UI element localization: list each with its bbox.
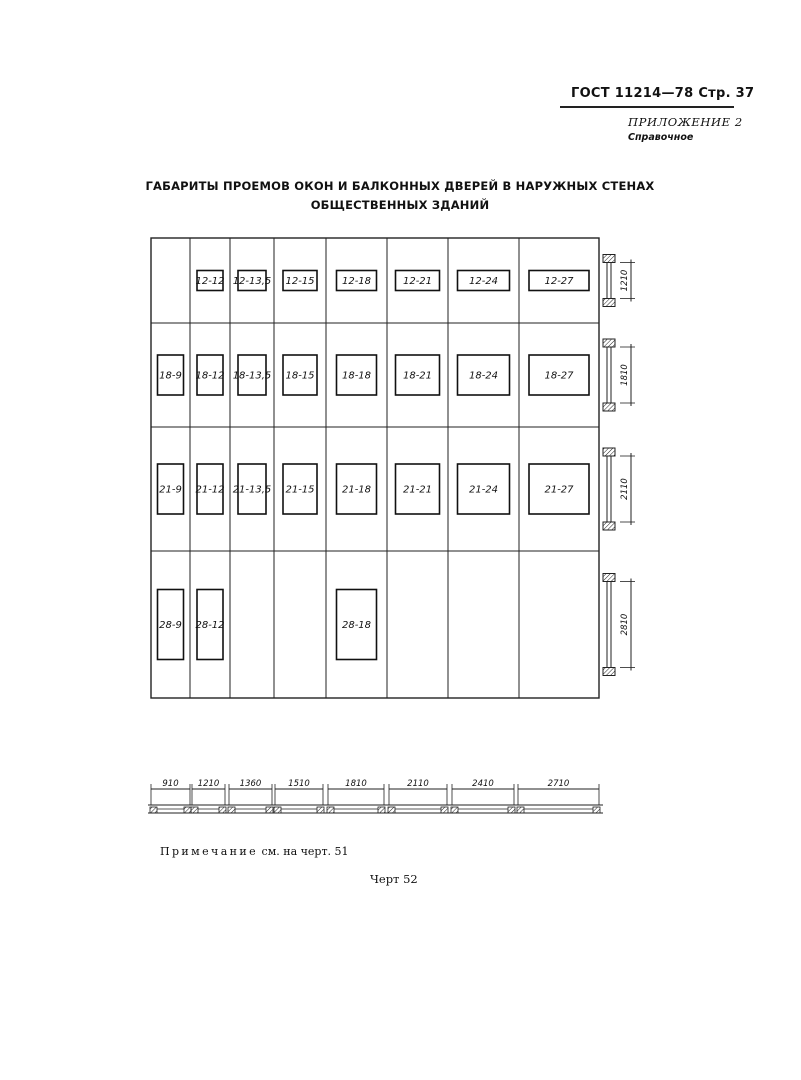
opening-cell (195, 355, 224, 395)
jamb-hatch-left (388, 807, 395, 813)
jamb-hatch-right (184, 807, 191, 813)
opening-label: 18-13,5 (232, 370, 272, 382)
lintel-hatch (603, 448, 615, 456)
jamb-hatch-right (266, 807, 273, 813)
appendix-label: ПРИЛОЖЕНИЕ 2 (628, 115, 743, 129)
sill-hatch (603, 299, 615, 307)
opening-label: 12-24 (468, 276, 499, 287)
jamb-hatch-right (378, 807, 385, 813)
opening-cell (283, 464, 317, 514)
opening-label: 18-27 (544, 370, 574, 382)
opening-label: 18-12 (195, 370, 225, 382)
jamb-hatch-right (508, 807, 515, 813)
width-label: 2410 (472, 779, 494, 789)
height-section (603, 448, 635, 530)
width-segment (228, 779, 273, 813)
opening-cell (529, 464, 589, 514)
opening-cell (337, 271, 377, 291)
opening-label: 12-21 (402, 276, 433, 287)
width-dimension-strip (148, 779, 603, 813)
opening-label: 12-15 (285, 276, 315, 287)
jamb-hatch-left (451, 807, 458, 813)
width-label: 910 (162, 779, 179, 789)
opening-cell (337, 355, 377, 395)
opening-cell (158, 355, 184, 395)
width-segment (191, 779, 226, 813)
opening-label: 28-9 (159, 620, 182, 631)
width-segment (517, 779, 600, 813)
opening-cell (396, 355, 440, 395)
width-label: 2110 (407, 779, 429, 789)
opening-cell (529, 271, 589, 291)
opening-cell (396, 464, 440, 514)
opening-cell (458, 355, 510, 395)
jamb-hatch-left (228, 807, 235, 813)
opening-label: 21-15 (285, 484, 315, 496)
height-section (603, 255, 635, 307)
width-segment (274, 779, 324, 813)
opening-cell (283, 355, 317, 395)
opening-cell (458, 464, 510, 514)
height-label: 2110 (620, 478, 630, 500)
jamb-hatch-right (441, 807, 448, 813)
opening-cell (233, 355, 272, 395)
lintel-hatch (603, 339, 615, 347)
opening-label: 21-13,5 (232, 484, 272, 496)
doc-reference: ГОСТ 11214—78 Стр. 37 (571, 86, 755, 101)
opening-label: 18-9 (159, 370, 182, 382)
opening-label: 28-18 (341, 620, 372, 631)
height-label: 1810 (620, 364, 630, 386)
opening-label: 12-13,5 (232, 276, 272, 287)
opening-label: 12-12 (195, 276, 225, 287)
opening-label: 18-21 (402, 370, 433, 382)
jamb-hatch-left (150, 807, 157, 813)
jamb-hatch-left (327, 807, 334, 813)
jamb-hatch-right (219, 807, 226, 813)
opening-label: 21-12 (195, 484, 225, 496)
opening-cell (337, 464, 377, 514)
figure-caption: Черт 52 (370, 872, 418, 886)
width-segment (327, 779, 385, 813)
opening-label: 12-18 (341, 276, 372, 287)
jamb-hatch-left (517, 807, 524, 813)
lintel-hatch (603, 255, 615, 263)
footnote (160, 845, 349, 858)
height-label: 2810 (620, 613, 630, 636)
opening-cell (233, 271, 272, 291)
height-label: 1210 (620, 269, 630, 292)
opening-cell (158, 464, 184, 514)
opening-cell (283, 271, 317, 291)
sill-hatch (603, 668, 615, 676)
opening-label: 21-27 (544, 484, 574, 496)
footnote-text: см. на черт. 51 (258, 845, 349, 858)
opening-label: 21-9 (159, 484, 182, 496)
opening-cell (195, 590, 224, 660)
appendix-note: Справочное (628, 132, 694, 143)
opening-label: 12-27 (544, 276, 574, 287)
opening-cell (337, 590, 377, 660)
sill-hatch (603, 522, 615, 530)
opening-cell (195, 271, 224, 291)
width-segment (388, 779, 448, 813)
width-label: 1360 (239, 779, 262, 789)
width-segment (150, 779, 191, 813)
height-section (603, 339, 635, 411)
opening-cell (195, 464, 224, 514)
footnote-label: Примечание (160, 845, 259, 858)
opening-label: 28-12 (195, 620, 225, 631)
opening-label: 21-24 (468, 484, 499, 496)
opening-label: 18-18 (341, 370, 372, 382)
sill-hatch (603, 403, 615, 411)
jamb-hatch-right (317, 807, 324, 813)
opening-cell (158, 590, 184, 660)
opening-label: 21-21 (402, 484, 433, 496)
width-label: 1210 (197, 779, 220, 789)
opening-label: 18-15 (285, 370, 315, 382)
lintel-hatch (603, 574, 615, 582)
width-segment (451, 779, 515, 813)
opening-label: 21-18 (341, 484, 372, 496)
height-section (603, 574, 635, 676)
jamb-hatch-right (593, 807, 600, 813)
width-label: 1510 (288, 779, 310, 789)
opening-cell (396, 271, 440, 291)
opening-cell (233, 464, 272, 514)
opening-label: 18-24 (468, 370, 499, 382)
title-line-1: ГАБАРИТЫ ПРОЕМОВ ОКОН И БАЛКОННЫХ ДВЕРЕЙ В НАРУЖНЫХ СТЕНАХ (145, 179, 655, 193)
title-line-2: ОБЩЕСТВЕННЫХ ЗДАНИЙ (310, 198, 490, 212)
jamb-hatch-left (191, 807, 198, 813)
opening-cell (458, 271, 510, 291)
opening-cell (529, 355, 589, 395)
width-label: 2710 (547, 779, 570, 789)
width-label: 1810 (345, 779, 367, 789)
jamb-hatch-left (274, 807, 281, 813)
